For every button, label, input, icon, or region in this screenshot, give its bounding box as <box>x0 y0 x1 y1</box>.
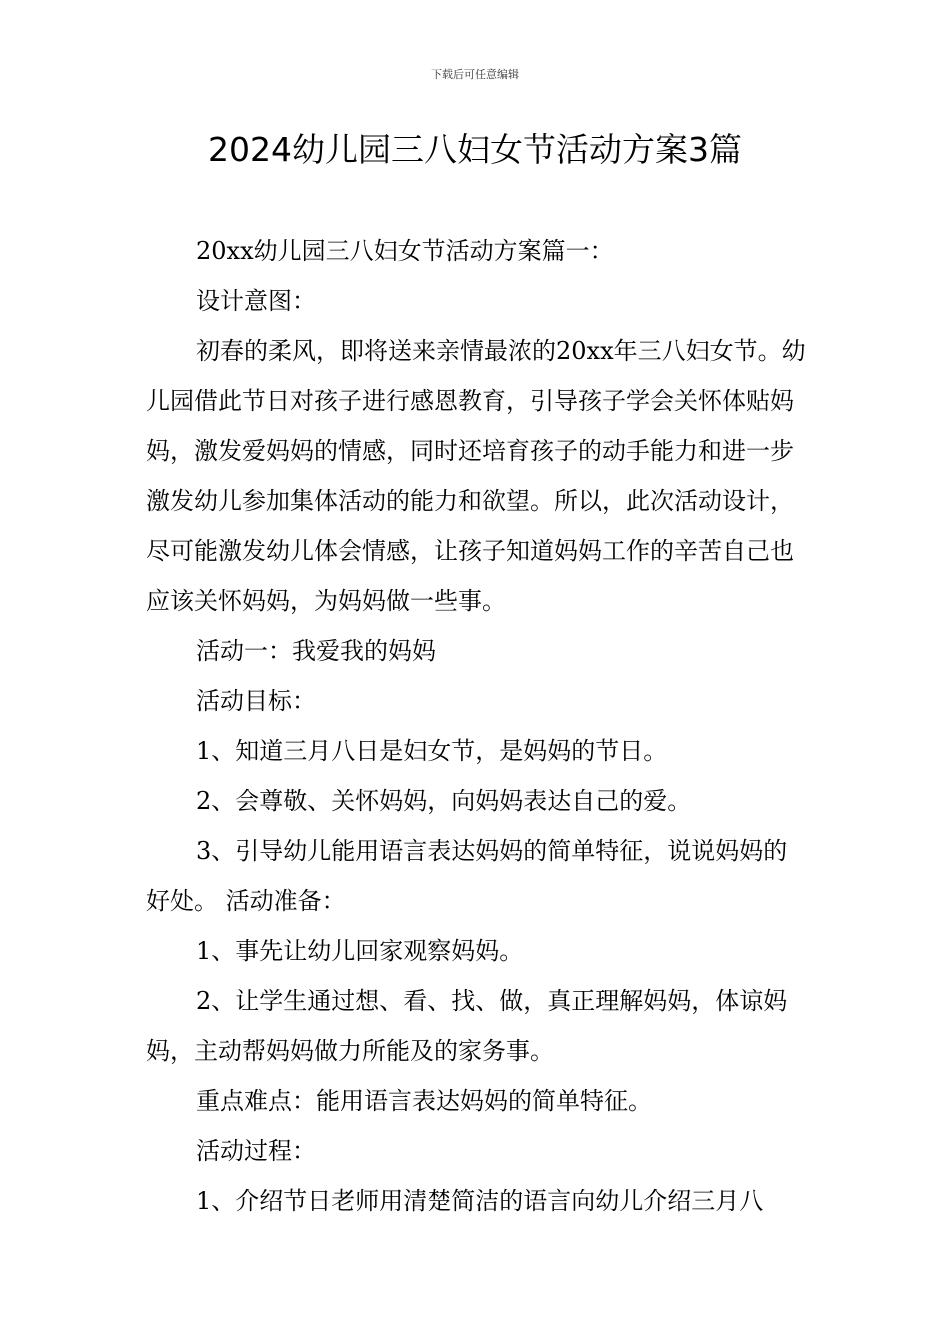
paragraph-goal-1: 1、知道三月八日是妇女节，是妈妈的节日。 <box>196 737 668 765</box>
paragraph-design-intent-body: 初春的柔风，即将送来亲情最浓的20xx年三八妇女节。幼儿园借此节日对孩子进行感恩教育，引导孩子学会关怀体贴妈妈，激发爱妈妈的情感，同时还培育孩子的动手能力和进一步激发幼儿参加集体活动的能力和欲望。所以，此次活动设计，尽可能激发幼儿体会情感，让孩子知道妈妈工作的辛苦自己也应该关怀妈妈，为妈妈做一些事。 <box>146 337 806 615</box>
paragraph-design-intent-label: 设计意图： <box>196 287 316 315</box>
header-note: 下载后可任意编辑 <box>431 68 519 81</box>
document-body <box>146 226 810 1226</box>
paragraph-goals-label: 活动目标： <box>196 687 316 715</box>
paragraph-activity-one-title: 活动一：我爱我的妈妈 <box>196 637 436 665</box>
paragraph-process-label: 活动过程： <box>196 1137 316 1165</box>
paragraph-prep-2: 2、让学生通过想、看、找、做，真正理解妈妈，体谅妈妈，主动帮妈妈做力所能及的家务事。 <box>146 987 788 1065</box>
paragraph-key-points: 重点难点：能用语言表达妈妈的简单特征。 <box>196 1087 652 1115</box>
paragraph-process-1: 1、介绍节日老师用清楚简洁的语言向幼儿介绍三月八 <box>196 1187 764 1215</box>
paragraph-prep-1: 1、事先让幼儿回家观察妈妈。 <box>196 937 524 965</box>
paragraph-section-heading: 20xx幼儿园三八妇女节活动方案篇一： <box>196 237 614 265</box>
paragraph-goal-3: 3、引导幼儿能用语言表达妈妈的简单特征，说说妈妈的好处。 活动准备： <box>146 837 788 915</box>
paragraph-goal-2: 2、会尊敬、关怀妈妈，向妈妈表达自己的爱。 <box>196 787 692 815</box>
document-title: 2024幼儿园三八妇女节活动方案3篇 <box>208 130 742 169</box>
